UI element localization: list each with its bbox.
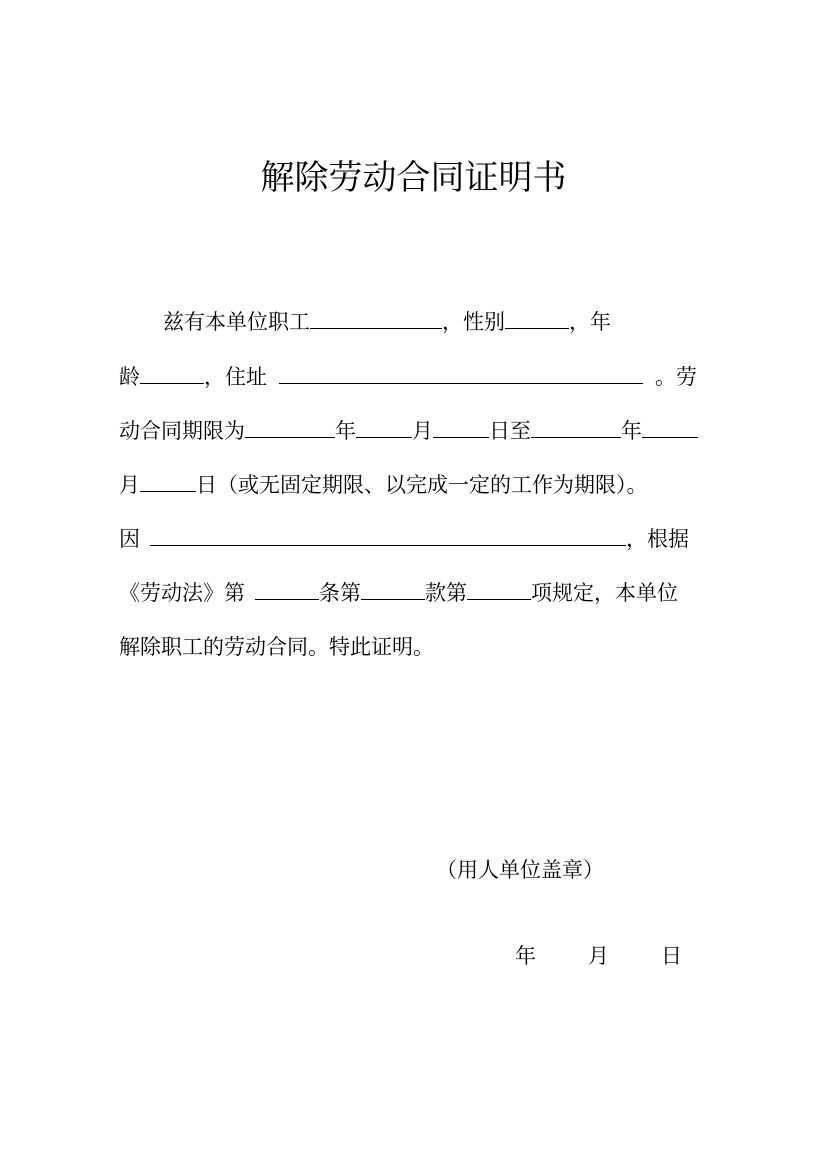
blank-start-month[interactable] bbox=[356, 411, 412, 438]
text-labor-start: 。劳 bbox=[655, 365, 697, 389]
blank-start-year[interactable] bbox=[245, 411, 335, 438]
blank-end-month[interactable] bbox=[642, 411, 698, 438]
blank-reason[interactable] bbox=[150, 519, 626, 546]
body-line-6 bbox=[119, 573, 678, 613]
blank-employee-name[interactable] bbox=[310, 302, 442, 329]
body-line-1 bbox=[163, 302, 611, 342]
text-gender-label: ，性别 bbox=[442, 310, 505, 334]
blank-item[interactable] bbox=[467, 573, 531, 600]
blank-clause[interactable] bbox=[361, 573, 425, 600]
text-month-2: 月 bbox=[119, 473, 140, 497]
blank-end-year[interactable] bbox=[531, 411, 621, 438]
blank-start-day[interactable] bbox=[433, 411, 489, 438]
document-title: 解除劳动合同证明书 bbox=[260, 158, 567, 198]
date-year-label: 年 bbox=[515, 944, 536, 968]
blank-article[interactable] bbox=[255, 573, 319, 600]
text-year-1: 年 bbox=[335, 419, 356, 443]
blank-address[interactable] bbox=[279, 357, 643, 384]
body-line-5 bbox=[119, 519, 689, 559]
blank-end-day[interactable] bbox=[140, 465, 196, 492]
text-term-note: 日（或无固定期限、以完成一定的工作为期限）。 bbox=[196, 473, 648, 497]
body-line-4 bbox=[119, 465, 648, 505]
text-according: ，根据 bbox=[626, 527, 689, 551]
text-year-2: 年 bbox=[621, 419, 642, 443]
seal-label: （用人单位盖章） bbox=[436, 858, 604, 882]
text-address-label: ，住址 bbox=[204, 365, 267, 389]
blank-age[interactable] bbox=[140, 357, 204, 384]
text-age-label-end: 龄 bbox=[119, 365, 140, 389]
text-employee-intro: 兹有本单位职工 bbox=[163, 310, 310, 334]
text-article: 条第 bbox=[319, 581, 361, 605]
text-age-label-start: ，年 bbox=[569, 310, 611, 334]
text-contract-term: 动合同期限为 bbox=[119, 419, 245, 443]
body-line-3 bbox=[119, 411, 698, 451]
date-day-label: 日 bbox=[661, 944, 682, 968]
text-item: 项规定，本单位 bbox=[531, 581, 678, 605]
text-labor-law: 《劳动法》第 bbox=[119, 581, 245, 605]
text-reason-label: 因 bbox=[119, 527, 140, 551]
text-conclusion: 解除职工的劳动合同。特此证明。 bbox=[119, 635, 434, 659]
blank-gender[interactable] bbox=[505, 302, 569, 329]
body-line-2 bbox=[119, 357, 697, 397]
body-line-7 bbox=[119, 627, 434, 667]
date-month-label: 月 bbox=[588, 944, 609, 968]
text-day-to: 日至 bbox=[489, 419, 531, 443]
text-clause: 款第 bbox=[425, 581, 467, 605]
text-month-1: 月 bbox=[412, 419, 433, 443]
